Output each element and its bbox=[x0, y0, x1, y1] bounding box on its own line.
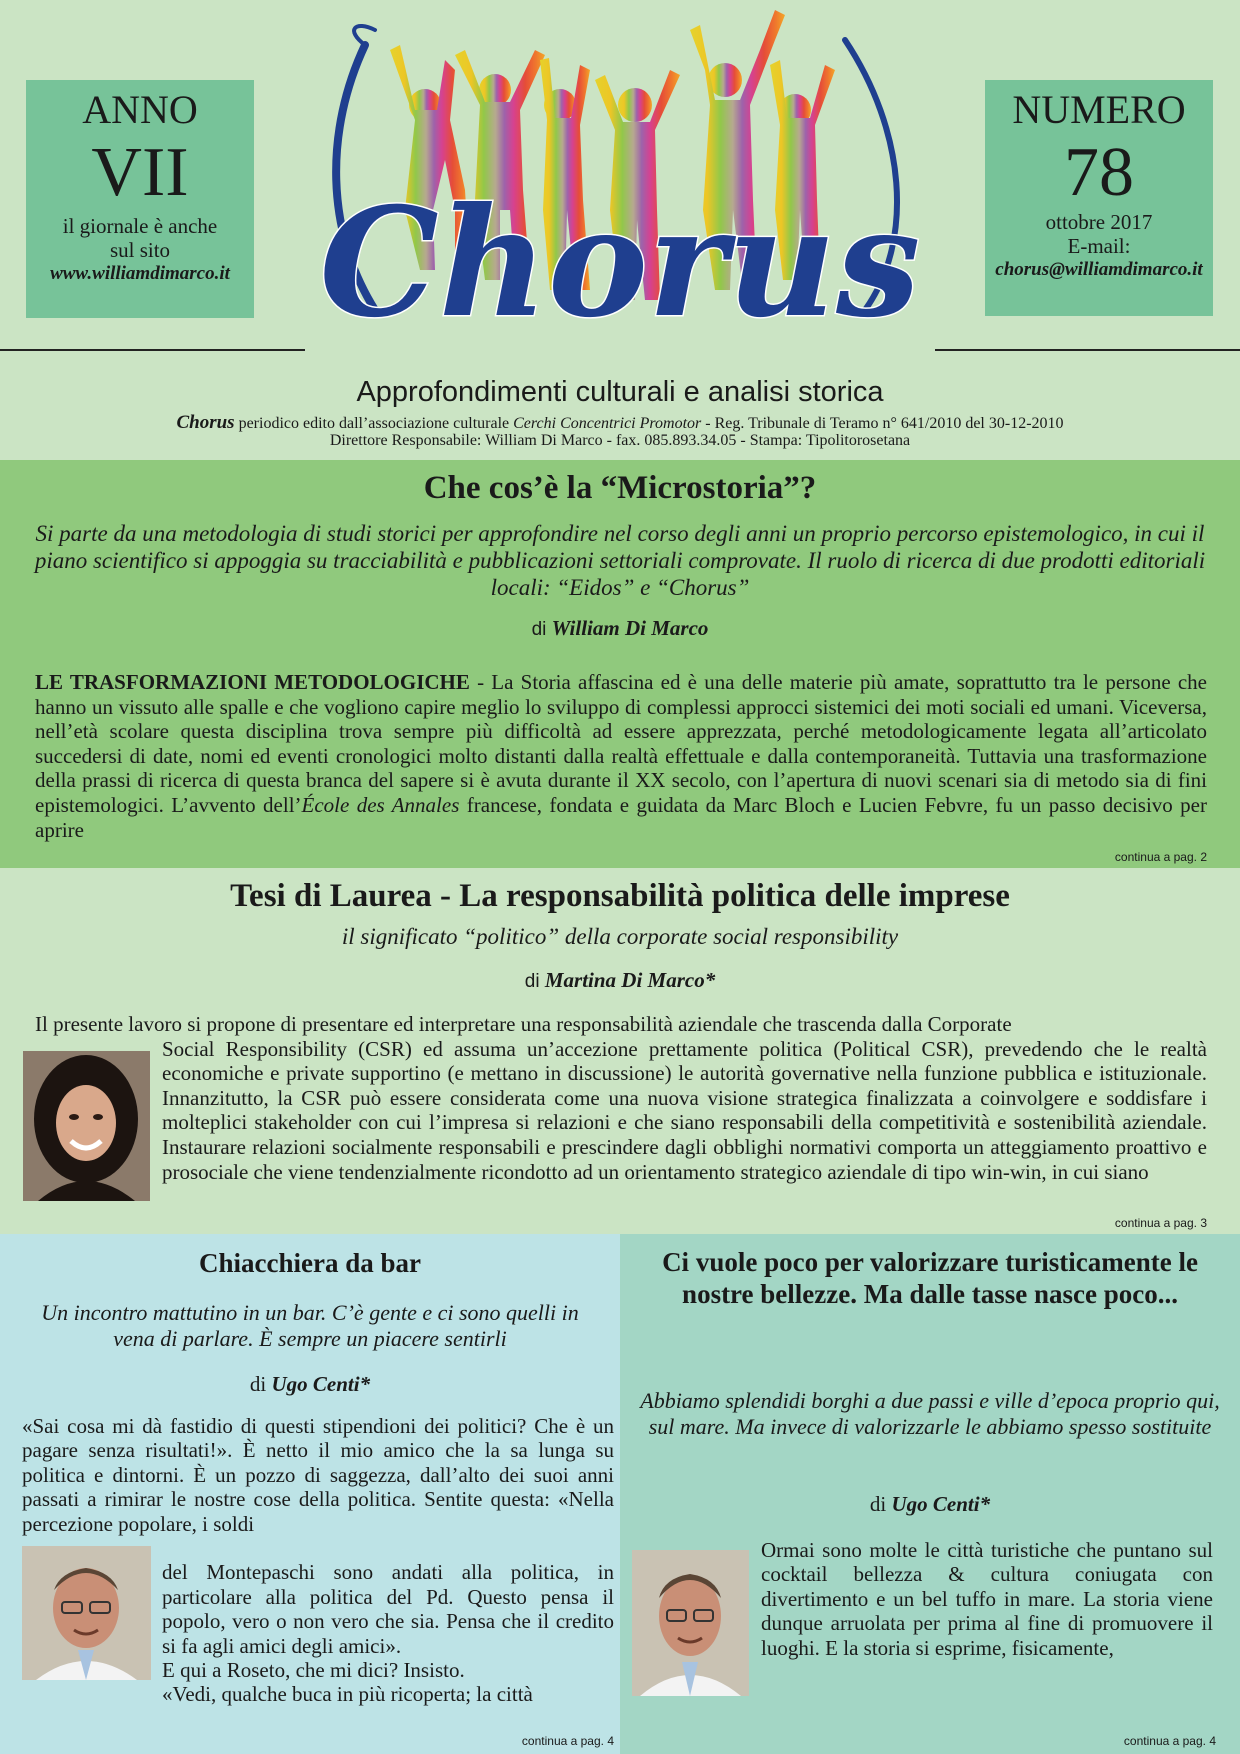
article-body-line: E qui a Roseto, che mi dici? Insisto. bbox=[162, 1658, 465, 1682]
author-photo bbox=[22, 1546, 151, 1680]
byline-author: Martina Di Marco* bbox=[544, 968, 716, 992]
byline-prefix: di bbox=[524, 971, 540, 992]
chorus-logo-graphic bbox=[305, 10, 935, 350]
continue-link[interactable]: continua a pag. 3 bbox=[1114, 1216, 1207, 1230]
anno-box bbox=[26, 80, 254, 318]
article-body-wrapped bbox=[162, 1037, 1207, 1185]
portrait-man-icon bbox=[632, 1550, 749, 1696]
imprint-line-2: Direttore Responsabile: William Di Marco - fax. 085.893.34.05 - Stampa: Tipolitorosetana bbox=[329, 432, 911, 449]
article-body-wrapped: del Montepaschi sono andati alla politica, in particolare alla politica del Pd. Questo pensa il popolo, vero o non vero che sia. Pensa che il credito si fa agli amici degli amici». bbox=[162, 1560, 614, 1658]
article-body: Ormai sono molte le città turistiche che puntano sul cocktail bellezza & cultura coniugata con divertimento e un bel tuffo in mare. La storia viene dunque arruolata per prima al fine di promuovere il luoghi. E la storia si esprime, fisicamente, bbox=[761, 1538, 1213, 1660]
article-title: Ci vuole poco per valorizzare turisticamente le nostre bellezze. Ma dalle tasse nasce poco... bbox=[662, 1247, 1198, 1309]
imprint-line-1 bbox=[0, 412, 1240, 434]
masthead-rule-left bbox=[0, 349, 305, 351]
article-tesi-laurea bbox=[0, 868, 1240, 1234]
portrait-woman-icon bbox=[23, 1051, 150, 1201]
imprint-publisher-text: periodico edito dall’associazione culturale bbox=[234, 415, 514, 432]
article-subtitle: Abbiamo splendidi borghi a due passi e ville d’epoca proprio qui, sul mare. Ma invece di valorizzarle le abbiamo spesso sostituite bbox=[640, 1388, 1220, 1439]
article-byline bbox=[0, 616, 1240, 641]
issue-number: 78 bbox=[1064, 134, 1134, 211]
byline-prefix: di bbox=[531, 619, 547, 640]
numero-box bbox=[985, 80, 1213, 316]
continue-link[interactable]: continua a pag. 2 bbox=[1114, 850, 1207, 864]
article-microstoria bbox=[0, 460, 1240, 868]
continue-link[interactable]: continua a pag. 4 bbox=[521, 1734, 614, 1748]
article-title: Tesi di Laurea - La responsabilità politica delle imprese bbox=[230, 878, 1010, 914]
byline-author: Ugo Centi* bbox=[891, 1492, 991, 1516]
chorus-logo bbox=[305, 10, 935, 350]
anno-value: VII bbox=[91, 134, 189, 211]
article-byline bbox=[620, 1492, 1240, 1517]
article-body-top: «Sai cosa mi dà fastidio di questi stipendioni dei politici? Che è un pagare senza risultati!». È netto il mio amico che la sa lunga su politica e dintorni. È un pozzo di saggezza, dall’alto dei suoi anni passati a rimirar le nostre cose della politica. Sentite questa: «Nella percezione popolare, i soldi bbox=[22, 1414, 614, 1536]
article-body-text: Social Responsibility (CSR) ed assuma un’accezione prettamente politica (Political CSR), prevedendo che le realtà economiche e private supportino (e mettano in discussione) le autorità governative nella funzione pubblica e istituzionale. Innanzitutto, la CSR può essere considerata come una nuova visione strategica finalizzata a coinvolgere e soddisfare i molteplici stakeholder con cui l’impresa si relazioni e che siano responsabili della competitività e sostenibilità aziendale. Instaurare relazioni socialmente responsabili e prescindere dagli obblighi normativi comporta un atteggiamento proattivo e prosociale che viene tendenzialmente ricondotto ad un orientamento strategico aziendale di tipo win-win, in cui siano bbox=[162, 1036, 1207, 1184]
email-link[interactable]: chorus@williamdimarco.it bbox=[995, 259, 1203, 280]
email-label: E-mail: bbox=[1067, 234, 1131, 258]
article-body-text: - La Storia affascina ed è una delle materie più amate, soprattutto tra le persone che hanno un vissuto alle spalle e che vogliono capire meglio lo sviluppo di complessi approcci sistemici dei moti sociali ed umani. Viceversa, nell’età scolare questa disciplina trova sempre più difficoltà ad essere apprezzata, perché metodologicamente legata all’articolato succedersi di date, nomi ed eventi cronologici molto distanti dalla realtà effettuale e dalla contemporaneità. Tuttavia una trasformazione della prassi di ricerca di questa branca del sapere si è avuta durante il XX secolo, con l’apertura di nuovi scenari sia di metodo sia di fini epistemologici. L’avvento dell’ bbox=[35, 670, 1207, 817]
byline-author: William Di Marco bbox=[551, 616, 709, 640]
masthead-rule-right bbox=[935, 349, 1240, 351]
article-body-italic: École des Annales bbox=[301, 792, 460, 817]
portrait-man-icon bbox=[22, 1546, 151, 1680]
byline-prefix: di bbox=[249, 1372, 267, 1396]
website-note-line1: il giornale è anche bbox=[62, 214, 218, 238]
issue-date: ottobre 2017 bbox=[1045, 210, 1153, 234]
article-byline bbox=[0, 1372, 620, 1397]
author-photo bbox=[632, 1550, 749, 1696]
article-body bbox=[35, 670, 1207, 842]
tagline: Approfondimenti culturali e analisi storica bbox=[356, 376, 884, 408]
imprint-association: Cerchi Concentrici Promotor bbox=[513, 415, 702, 432]
imprint-chorus: Chorus bbox=[176, 412, 235, 433]
website-link[interactable]: www.williamdimarco.it bbox=[50, 263, 230, 284]
author-photo bbox=[23, 1051, 150, 1201]
article-subtitle: il significato “politico” della corporate social responsibility bbox=[341, 924, 899, 949]
article-title: Chiacchiera da bar bbox=[199, 1248, 421, 1278]
article-subtitle: Si parte da una metodologia di studi storici per approfondire nel corso degli anni un proprio percorso epistemologico, in cui il piano scientifico si appoggia su tracciabilità e pubblicazioni settoriali comprovate. Il ruolo di ricerca di due prodotti editoriali locali: “Eidos” e “Chorus” bbox=[34, 521, 1206, 600]
article-body-first-line: Il presente lavoro si propone di presentare ed interpretare una responsabilità aziendale che trascenda dalla Corporate bbox=[35, 1012, 1012, 1036]
article-valorizzare bbox=[620, 1234, 1240, 1754]
byline-prefix: di bbox=[869, 1492, 887, 1516]
byline-author: Ugo Centi* bbox=[271, 1372, 371, 1396]
anno-label: ANNO bbox=[82, 87, 198, 132]
article-body-line: «Vedi, qualche buca in più ricoperta; la città bbox=[162, 1682, 533, 1707]
imprint-registration: - Reg. Tribunale di Teramo n° 641/2010 del 30-12-2010 bbox=[701, 415, 1064, 432]
article-body-end: francese, fondata e guidata da Marc Bloch e Lucien Febvre, fu un passo decisivo per aprire bbox=[35, 792, 1207, 842]
article-byline bbox=[0, 968, 1240, 993]
article-lead: LE TRASFORMAZIONI METODOLOGICHE bbox=[35, 670, 470, 694]
article-subtitle: Un incontro mattutino in un bar. C’è gente e ci sono quelli in vena di parlare. È sempre un piacere sentirli bbox=[41, 1300, 579, 1351]
continue-link[interactable]: continua a pag. 4 bbox=[1123, 1734, 1216, 1748]
article-title: Che cos’è la “Microstoria”? bbox=[423, 470, 817, 506]
numero-label: NUMERO bbox=[1012, 87, 1186, 132]
article-chiacchiera bbox=[0, 1234, 620, 1754]
logo-wordmark: Chorus bbox=[319, 175, 921, 350]
website-note-line2: sul sito bbox=[109, 238, 171, 262]
